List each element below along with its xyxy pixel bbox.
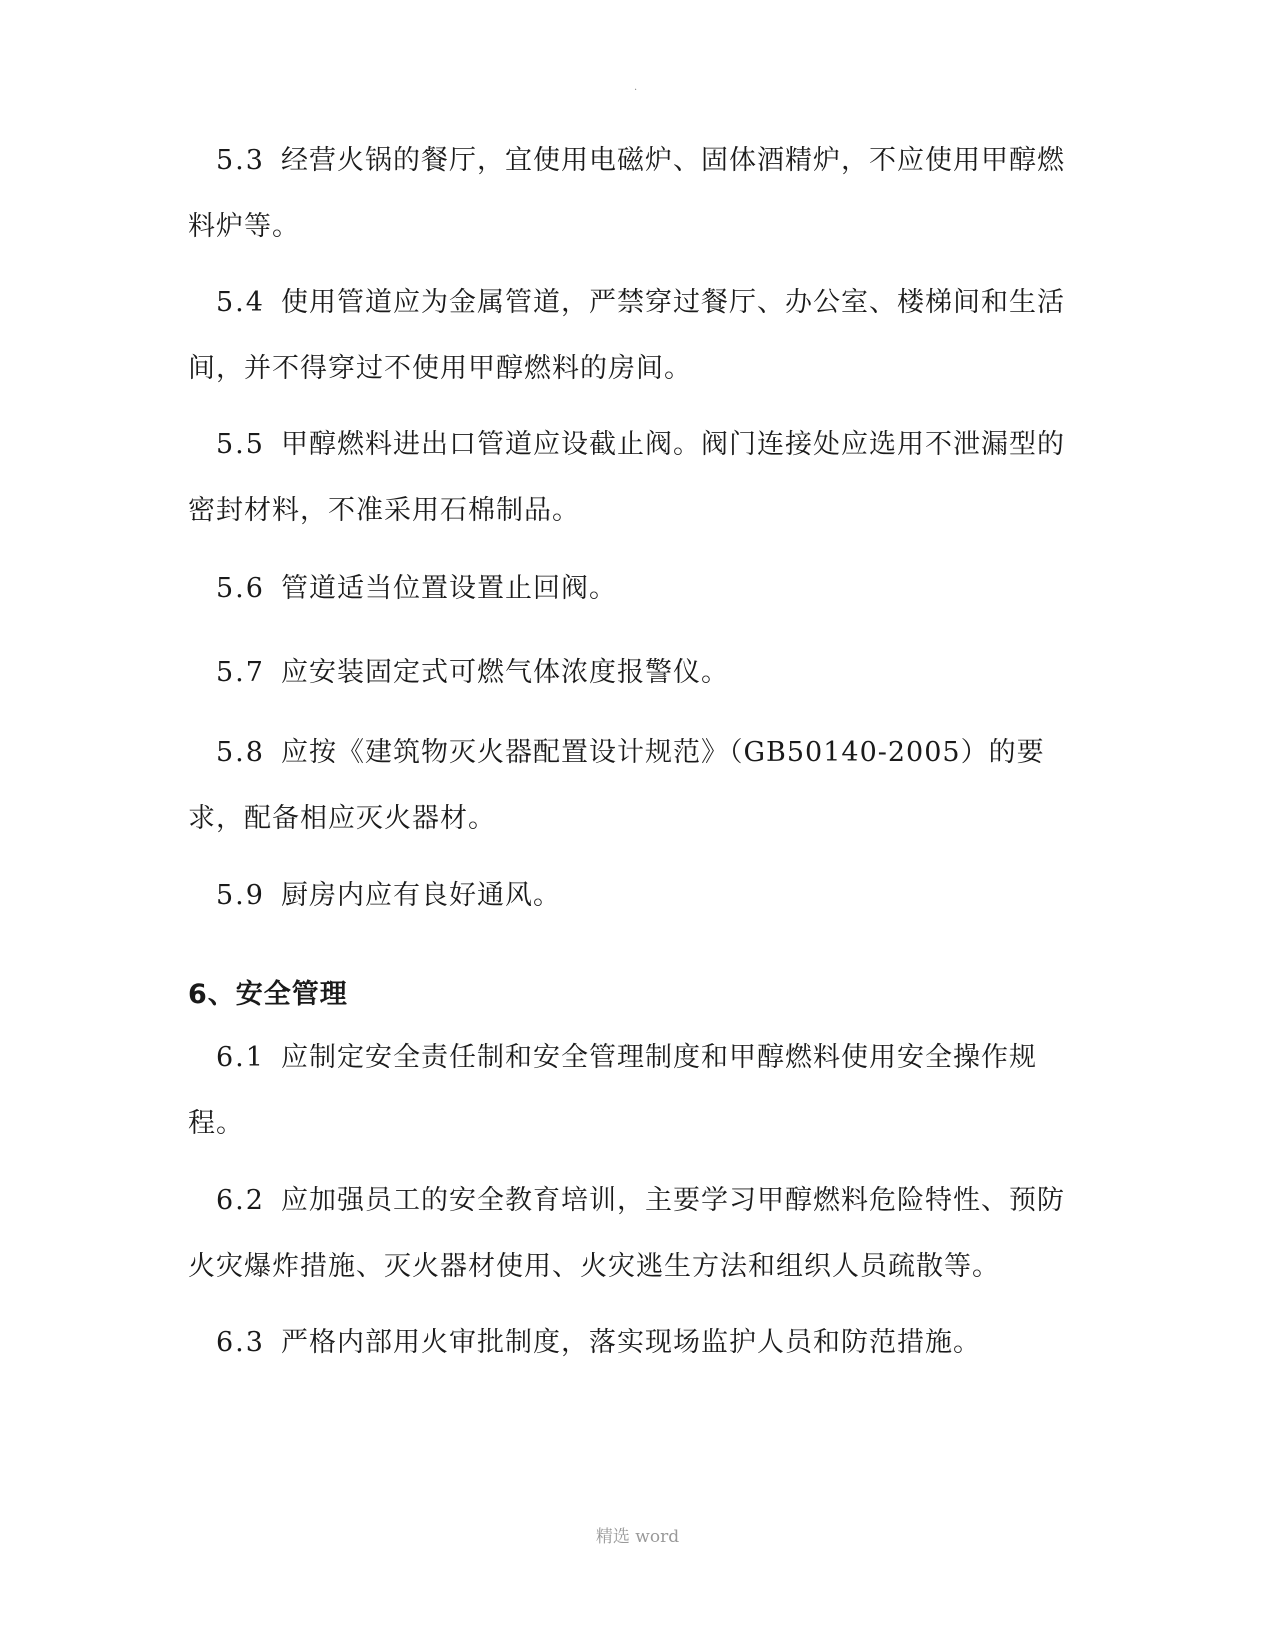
clause-6-2 (188, 1168, 1088, 1300)
clause-5-5 (188, 412, 1088, 544)
clause-number: 6.2 (216, 1185, 265, 1216)
clause-number: 5.3 (216, 145, 265, 176)
clause-5-8 (188, 720, 1088, 852)
clause-text: 管道适当位置设置止回阀。 (280, 573, 617, 604)
clause-number: 5.7 (216, 657, 265, 688)
clause-text: 经营火锅的餐厅，宜使用电磁炉、固体酒精炉，不应使用甲醇燃料炉等。 (188, 145, 1065, 242)
section-heading: 6、安全管理 (188, 979, 348, 1010)
clause-number: 5.5 (216, 429, 265, 460)
clause-text: 厨房内应有良好通风。 (280, 880, 561, 911)
clause-number: 6.1 (216, 1042, 265, 1073)
clause-text: 应安装固定式可燃气体浓度报警仪。 (280, 657, 729, 688)
clause-number: 5.6 (216, 573, 265, 604)
clause-text: 应制定安全责任制和安全管理制度和甲醇燃料使用安全操作规程。 (188, 1042, 1037, 1139)
clause-5-9 (188, 863, 1088, 929)
clause-text: 使用管道应为金属管道，严禁穿过餐厅、办公室、楼梯间和生活间，并不得穿过不使用甲醇燃料的房间。 (188, 287, 1065, 384)
clause-text: 应加强员工的安全教育培训，主要学习甲醇燃料危险特性、预防火灾爆炸措施、灭火器材使用、火灾逃生方法和组织人员疏散等。 (188, 1185, 1065, 1282)
clause-5-3 (188, 128, 1088, 260)
clause-text: 甲醇燃料进出口管道应设截止阀。阀门连接处应选用不泄漏型的密封材料，不准采用石棉制品。 (188, 429, 1065, 526)
clause-5-4 (188, 270, 1088, 402)
clause-6-3 (188, 1310, 1088, 1376)
clause-text: 严格内部用火审批制度，落实现场监护人员和防范措施。 (280, 1327, 981, 1358)
clause-text: 应按《建筑物灭火器配置设计规范》（GB50140-2005）的要求，配备相应灭火器材。 (188, 737, 1045, 834)
clause-number: 5.8 (216, 737, 265, 768)
clause-number: 5.9 (216, 880, 265, 911)
clause-number: 5.4 (216, 287, 265, 318)
clause-5-7 (188, 640, 1088, 706)
page-footer: 精选 word (595, 1527, 680, 1547)
clause-6-1 (188, 1025, 1088, 1157)
clause-number: 6.3 (216, 1327, 265, 1358)
header-mark: . (634, 82, 638, 93)
clause-5-6 (188, 556, 1088, 622)
